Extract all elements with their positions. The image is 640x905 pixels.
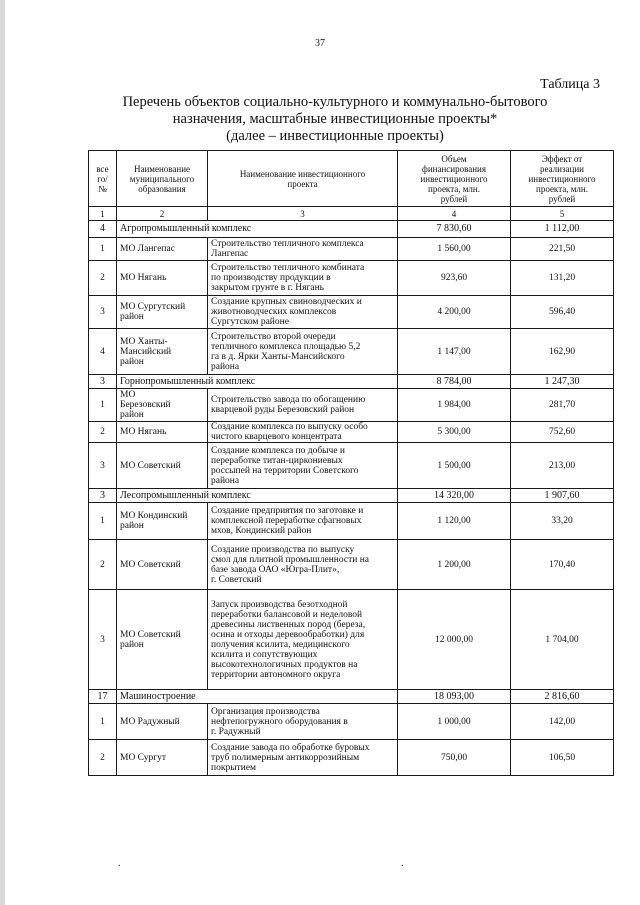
municipality-line: МО Радужный bbox=[120, 716, 180, 727]
project-name bbox=[208, 704, 398, 740]
project-name-line: переработки балансовой и неделовой bbox=[211, 609, 363, 620]
investment-volume: 5 300,00 bbox=[398, 422, 511, 443]
investment-projects-table bbox=[88, 150, 614, 776]
header-effect-line: Эффект от bbox=[541, 153, 583, 164]
header-num bbox=[89, 151, 117, 207]
project-name-line: ксилита и сопутствующих bbox=[211, 649, 318, 660]
column-number: 4 bbox=[398, 207, 511, 221]
project-name-line: высокотехнологичных продуктов на bbox=[211, 659, 358, 670]
scan-binding-edge bbox=[0, 0, 5, 905]
project-row bbox=[89, 296, 614, 329]
row-number: 1 bbox=[89, 503, 117, 540]
municipality-line: МО Сургутский bbox=[120, 302, 186, 312]
investment-effect: 131,20 bbox=[511, 261, 614, 296]
investment-effect: 1 704,00 bbox=[511, 590, 614, 690]
investment-effect: 33,20 bbox=[511, 503, 614, 540]
project-name-line: Создание завода по обработке буровых bbox=[211, 742, 370, 753]
header-row bbox=[89, 151, 614, 207]
page-number: 37 bbox=[315, 38, 325, 49]
investment-effect: 281,70 bbox=[511, 389, 614, 422]
investment-effect: 162,90 bbox=[511, 329, 614, 375]
project-name-line: труб полимерным антикоррозийным bbox=[211, 752, 360, 763]
row-number: 4 bbox=[89, 329, 117, 375]
table-label: Таблица 3 bbox=[540, 77, 600, 92]
municipality-line: Березовский bbox=[120, 400, 171, 410]
header-num-line: все bbox=[96, 163, 109, 174]
project-name-line: Создание комплекса по выпуску особо bbox=[211, 422, 368, 432]
investment-volume: 1 147,00 bbox=[398, 329, 511, 375]
municipality bbox=[117, 443, 208, 489]
row-number: 2 bbox=[89, 422, 117, 443]
investment-volume: 1 560,00 bbox=[398, 238, 511, 261]
municipality-line: МО Советский bbox=[120, 629, 181, 640]
municipality bbox=[117, 329, 208, 375]
investment-volume: 12 000,00 bbox=[398, 590, 511, 690]
investment-volume: 7 830,60 bbox=[398, 221, 511, 238]
sector-row bbox=[89, 375, 614, 389]
municipality-line: район bbox=[120, 410, 144, 420]
municipality-line: район bbox=[120, 521, 144, 531]
project-name-line: покрытием bbox=[211, 762, 257, 773]
header-effect-line: реализации bbox=[540, 163, 584, 174]
header-volume-line: рублей bbox=[440, 193, 468, 204]
project-name-line: Создание производства по выпуску bbox=[211, 544, 355, 555]
project-name-line: Создание предприятия по заготовке и bbox=[211, 506, 364, 516]
project-name-line: по производству продукции в bbox=[211, 273, 331, 283]
row-number: 1 bbox=[89, 704, 117, 740]
investment-volume: 8 784,00 bbox=[398, 375, 511, 389]
investment-effect: 170,40 bbox=[511, 540, 614, 590]
project-row bbox=[89, 540, 614, 590]
header-project bbox=[208, 151, 398, 207]
document-title bbox=[100, 94, 570, 145]
municipality-line: МО Советский bbox=[120, 559, 181, 570]
sector-name: Агропромышленный комплекс bbox=[117, 221, 398, 238]
municipality-line: МО Сургут bbox=[120, 752, 167, 763]
header-volume-line: проекта, млн. bbox=[428, 183, 480, 194]
project-name bbox=[208, 422, 398, 443]
header-volume-line: Объем bbox=[441, 153, 467, 164]
row-number: 17 bbox=[89, 690, 117, 704]
project-name-line: животноводческих комплексов bbox=[211, 307, 337, 317]
investment-effect: 142,00 bbox=[511, 704, 614, 740]
project-name-line: закрытом грунте в г. Нягань bbox=[211, 283, 324, 293]
header-num-line: № bbox=[98, 183, 107, 194]
header-municipality-line: образования bbox=[138, 183, 186, 194]
municipality-line: МО Нягань bbox=[120, 427, 167, 437]
row-number: 3 bbox=[89, 375, 117, 389]
project-row bbox=[89, 238, 614, 261]
sector-row bbox=[89, 690, 614, 704]
header-effect-line: инвестиционного bbox=[528, 173, 596, 184]
investment-volume: 923,60 bbox=[398, 261, 511, 296]
municipality-line: МО Советский bbox=[120, 460, 181, 471]
project-name-line: Запуск производства безотходной bbox=[211, 599, 348, 610]
project-name-line: территории автономного округа bbox=[211, 669, 341, 680]
investment-effect: 1 112,00 bbox=[511, 221, 614, 238]
municipality bbox=[117, 261, 208, 296]
project-name-line: Лангепас bbox=[211, 249, 249, 259]
project-name-line: г. Советский bbox=[211, 574, 262, 585]
row-number: 1 bbox=[89, 238, 117, 261]
project-name-line: района bbox=[211, 475, 240, 486]
sector-row bbox=[89, 489, 614, 503]
project-name-line: переработке титан-циркониевых bbox=[211, 455, 343, 466]
column-number: 3 bbox=[208, 207, 398, 221]
project-name bbox=[208, 540, 398, 590]
municipality-line: район bbox=[120, 639, 144, 650]
header-project-line: Наименование инвестиционного bbox=[239, 168, 366, 179]
title-line: назначения, масштабные инвестиционные проекты* bbox=[172, 111, 498, 127]
project-name-line: россыпей на территории Советского bbox=[211, 465, 359, 476]
project-name-line: нефтепогружного оборудования в bbox=[211, 716, 348, 727]
investment-effect: 221,50 bbox=[511, 238, 614, 261]
project-name-line: чистого кварцевого концентрата bbox=[211, 432, 342, 442]
project-name-line: смол для плитной промышленности на bbox=[211, 554, 369, 565]
project-name-line: осина и отходы деревообработки) для bbox=[211, 629, 365, 640]
municipality-line: МО Лангепас bbox=[120, 244, 175, 254]
project-row bbox=[89, 261, 614, 296]
column-numbers-row bbox=[89, 207, 614, 221]
project-name-line: Сургутском районе bbox=[211, 317, 289, 327]
project-name bbox=[208, 389, 398, 422]
project-row bbox=[89, 503, 614, 540]
project-name-line: мхов, Кондинский район bbox=[211, 526, 312, 536]
investment-effect: 106,50 bbox=[511, 740, 614, 776]
investment-effect: 596,40 bbox=[511, 296, 614, 329]
project-name bbox=[208, 443, 398, 489]
municipality bbox=[117, 590, 208, 690]
investment-volume: 1 000,00 bbox=[398, 704, 511, 740]
investment-volume: 4 200,00 bbox=[398, 296, 511, 329]
project-name bbox=[208, 296, 398, 329]
municipality bbox=[117, 296, 208, 329]
investment-volume: 750,00 bbox=[398, 740, 511, 776]
header-volume-line: инвестиционного bbox=[420, 173, 488, 184]
project-row bbox=[89, 389, 614, 422]
project-name-line: Создание комплекса по добыче и bbox=[211, 445, 345, 456]
row-number: 3 bbox=[89, 443, 117, 489]
project-name-line: Строительство второй очереди bbox=[211, 331, 336, 342]
row-number: 3 bbox=[89, 590, 117, 690]
project-name-line: получения ксилита, медицинского bbox=[211, 639, 350, 650]
investment-volume: 1 984,00 bbox=[398, 389, 511, 422]
project-name bbox=[208, 329, 398, 375]
header-effect bbox=[511, 151, 614, 207]
project-row bbox=[89, 329, 614, 375]
project-name bbox=[208, 503, 398, 540]
investment-effect: 1 907,60 bbox=[511, 489, 614, 503]
row-number: 2 bbox=[89, 540, 117, 590]
investment-volume: 1 500,00 bbox=[398, 443, 511, 489]
row-number: 2 bbox=[89, 740, 117, 776]
municipality bbox=[117, 540, 208, 590]
title-line: Перечень объектов социально-культурного и коммунально-бытового bbox=[122, 94, 548, 110]
municipality bbox=[117, 740, 208, 776]
municipality-line: район bbox=[120, 356, 144, 367]
header-municipality bbox=[117, 151, 208, 207]
row-number: 3 bbox=[89, 489, 117, 503]
project-row bbox=[89, 704, 614, 740]
investment-volume: 14 320,00 bbox=[398, 489, 511, 503]
municipality-line: Мансийский bbox=[120, 346, 172, 357]
municipality-line: МО Нягань bbox=[120, 273, 167, 283]
municipality bbox=[117, 238, 208, 261]
column-number: 2 bbox=[117, 207, 208, 221]
project-name-line: Строительство тепличного комбината bbox=[211, 263, 365, 273]
row-number: 2 bbox=[89, 261, 117, 296]
municipality-line: МО Кондинский bbox=[120, 511, 188, 521]
header-municipality-line: муниципального bbox=[129, 173, 195, 184]
project-name-line: га в д. Ярки Ханты-Мансийского bbox=[211, 351, 345, 362]
project-name-line: Строительство тепличного комплекса bbox=[211, 239, 364, 249]
investment-volume: 18 093,00 bbox=[398, 690, 511, 704]
investment-volume: 1 120,00 bbox=[398, 503, 511, 540]
sector-name: Машиностроение bbox=[117, 690, 398, 704]
column-number: 1 bbox=[89, 207, 117, 221]
project-name-line: базе завода ОАО «Югра-Плит», bbox=[211, 564, 340, 575]
title-line: (далее – инвестиционные проекты) bbox=[226, 128, 444, 144]
project-name-line: древесины лиственных пород (береза, bbox=[211, 619, 366, 630]
project-name-line: Организация производства bbox=[211, 706, 320, 717]
project-name-line: Строительство завода по обогащению bbox=[211, 395, 366, 405]
sector-name: Горнопромышленный комплекс bbox=[117, 375, 398, 389]
project-name bbox=[208, 238, 398, 261]
project-row bbox=[89, 590, 614, 690]
municipality-line: МО bbox=[120, 390, 136, 400]
scan-mark: . bbox=[118, 858, 121, 869]
project-name-line: тепличного комплекса площадью 5,2 bbox=[211, 341, 361, 352]
municipality-line: район bbox=[120, 312, 144, 322]
header-num-line: го/ bbox=[97, 173, 108, 184]
investment-effect: 213,00 bbox=[511, 443, 614, 489]
project-name bbox=[208, 740, 398, 776]
header-project-line: проекта bbox=[287, 178, 318, 189]
header-volume bbox=[398, 151, 511, 207]
header-volume-line: финансирования bbox=[422, 163, 486, 174]
project-name-line: г. Радужный bbox=[211, 726, 261, 737]
project-name-line: района bbox=[211, 361, 240, 372]
row-number: 1 bbox=[89, 389, 117, 422]
sector-name: Лесопромышленный комплекс bbox=[117, 489, 398, 503]
project-name-line: комплексной переработке сфагновых bbox=[211, 516, 362, 526]
project-name bbox=[208, 261, 398, 296]
scan-mark: . bbox=[401, 858, 404, 869]
sector-row bbox=[89, 221, 614, 238]
header-effect-line: проекта, млн. bbox=[536, 183, 588, 194]
project-name-line: кварцевой руды Березовский район bbox=[211, 405, 355, 415]
project-row bbox=[89, 422, 614, 443]
project-row bbox=[89, 443, 614, 489]
municipality bbox=[117, 422, 208, 443]
row-number: 3 bbox=[89, 296, 117, 329]
investment-volume: 1 200,00 bbox=[398, 540, 511, 590]
project-row bbox=[89, 740, 614, 776]
header-municipality-line: Наименование bbox=[133, 163, 191, 174]
header-effect-line: рублей bbox=[548, 193, 576, 204]
row-number: 4 bbox=[89, 221, 117, 238]
municipality bbox=[117, 389, 208, 422]
municipality bbox=[117, 503, 208, 540]
project-name bbox=[208, 590, 398, 690]
investment-effect: 1 247,30 bbox=[511, 375, 614, 389]
municipality-line: МО Ханты- bbox=[120, 336, 168, 347]
column-number: 5 bbox=[511, 207, 614, 221]
project-name-line: Создание крупных свиноводческих и bbox=[211, 297, 362, 307]
municipality bbox=[117, 704, 208, 740]
investment-effect: 752,60 bbox=[511, 422, 614, 443]
investment-effect: 2 816,60 bbox=[511, 690, 614, 704]
